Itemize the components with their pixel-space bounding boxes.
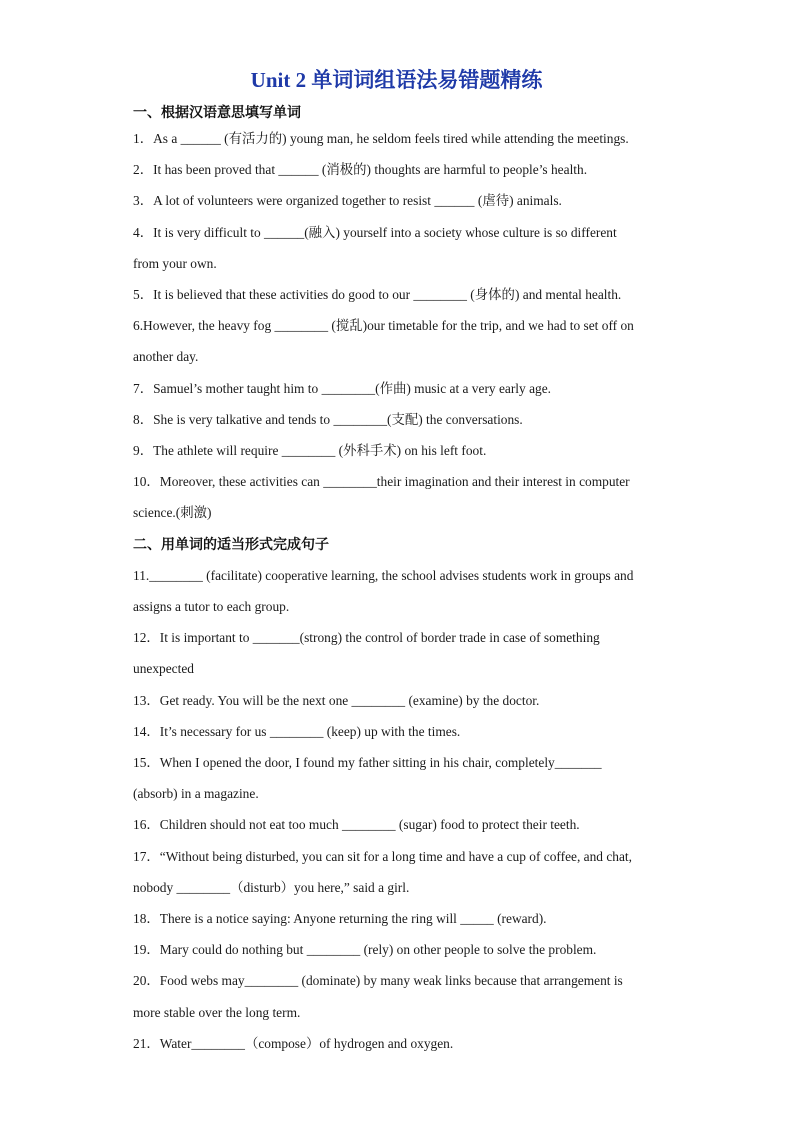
question-line: 14．It’s necessary for us ________ (keep) up with the times.: [133, 724, 461, 739]
page-title: Unit 2 单词词组语法易错题精练: [250, 68, 543, 92]
question-line: science.(刺激): [133, 505, 212, 520]
question-line: more stable over the long term.: [133, 1005, 301, 1020]
question-line: 13．Get ready. You will be the next one ________ (examine) by the doctor.: [133, 693, 540, 708]
question-line: 2．It has been proved that ______ (消极的) thoughts are harmful to people’s health.: [133, 162, 588, 177]
question-line: 1．As a ______ (有活力的) young man, he seldom feels tired while attending the meetings.: [133, 131, 629, 146]
question-line: assigns a tutor to each group.: [133, 599, 290, 614]
question-line: from your own.: [133, 256, 217, 271]
question-line: 17．“Without being disturbed, you can sit for a long time and have a cup of coffee, and chat,: [133, 849, 632, 864]
question-line: 10．Moreover, these activities can ________their imagination and their interest in computer: [133, 474, 630, 489]
question-line: 20．Food webs may________ (dominate) by many weak links because that arrangement is: [133, 973, 623, 988]
question-line: 8．She is very talkative and tends to ________(支配) the conversations.: [133, 412, 523, 427]
question-line: (absorb) in a magazine.: [133, 786, 259, 801]
section-heading-1: 一、根据汉语意思填写单词: [133, 105, 301, 121]
question-line: another day.: [133, 349, 199, 364]
question-line: unexpected: [133, 661, 194, 676]
question-line: 6.However, the heavy fog ________ (搅乱)our timetable for the trip, and we had to set off on: [133, 318, 634, 333]
question-line: 16．Children should not eat too much ________ (sugar) food to protect their teeth.: [133, 817, 580, 832]
question-line: 4．It is very difficult to ______(融入) yourself into a society whose culture is so different: [133, 225, 617, 240]
question-line: 12．It is important to _______(strong) the control of border trade in case of something: [133, 630, 600, 645]
question-line: 9．The athlete will require ________ (外科手术) on his left foot.: [133, 443, 487, 458]
question-line: 15．When I opened the door, I found my father sitting in his chair, completely_______: [133, 755, 602, 770]
question-line: 3．A lot of volunteers were organized together to resist ______ (虐待) animals.: [133, 193, 562, 208]
question-line: nobody ________（disturb）you here,” said a girl.: [133, 880, 410, 895]
section-heading-2: 二、用单词的适当形式完成句子: [133, 537, 329, 553]
question-line: 5．It is believed that these activities do good to our ________ (身体的) and mental health.: [133, 287, 622, 302]
question-line: 19．Mary could do nothing but ________ (rely) on other people to solve the problem.: [133, 942, 597, 957]
question-line: 18．There is a notice saying: Anyone returning the ring will _____ (reward).: [133, 911, 547, 926]
question-line: 7．Samuel’s mother taught him to ________(作曲) music at a very early age.: [133, 381, 551, 396]
question-line: 21．Water________（compose）of hydrogen and oxygen.: [133, 1036, 454, 1051]
question-line: 11.________ (facilitate) cooperative learning, the school advises students work in groups and: [133, 568, 634, 583]
